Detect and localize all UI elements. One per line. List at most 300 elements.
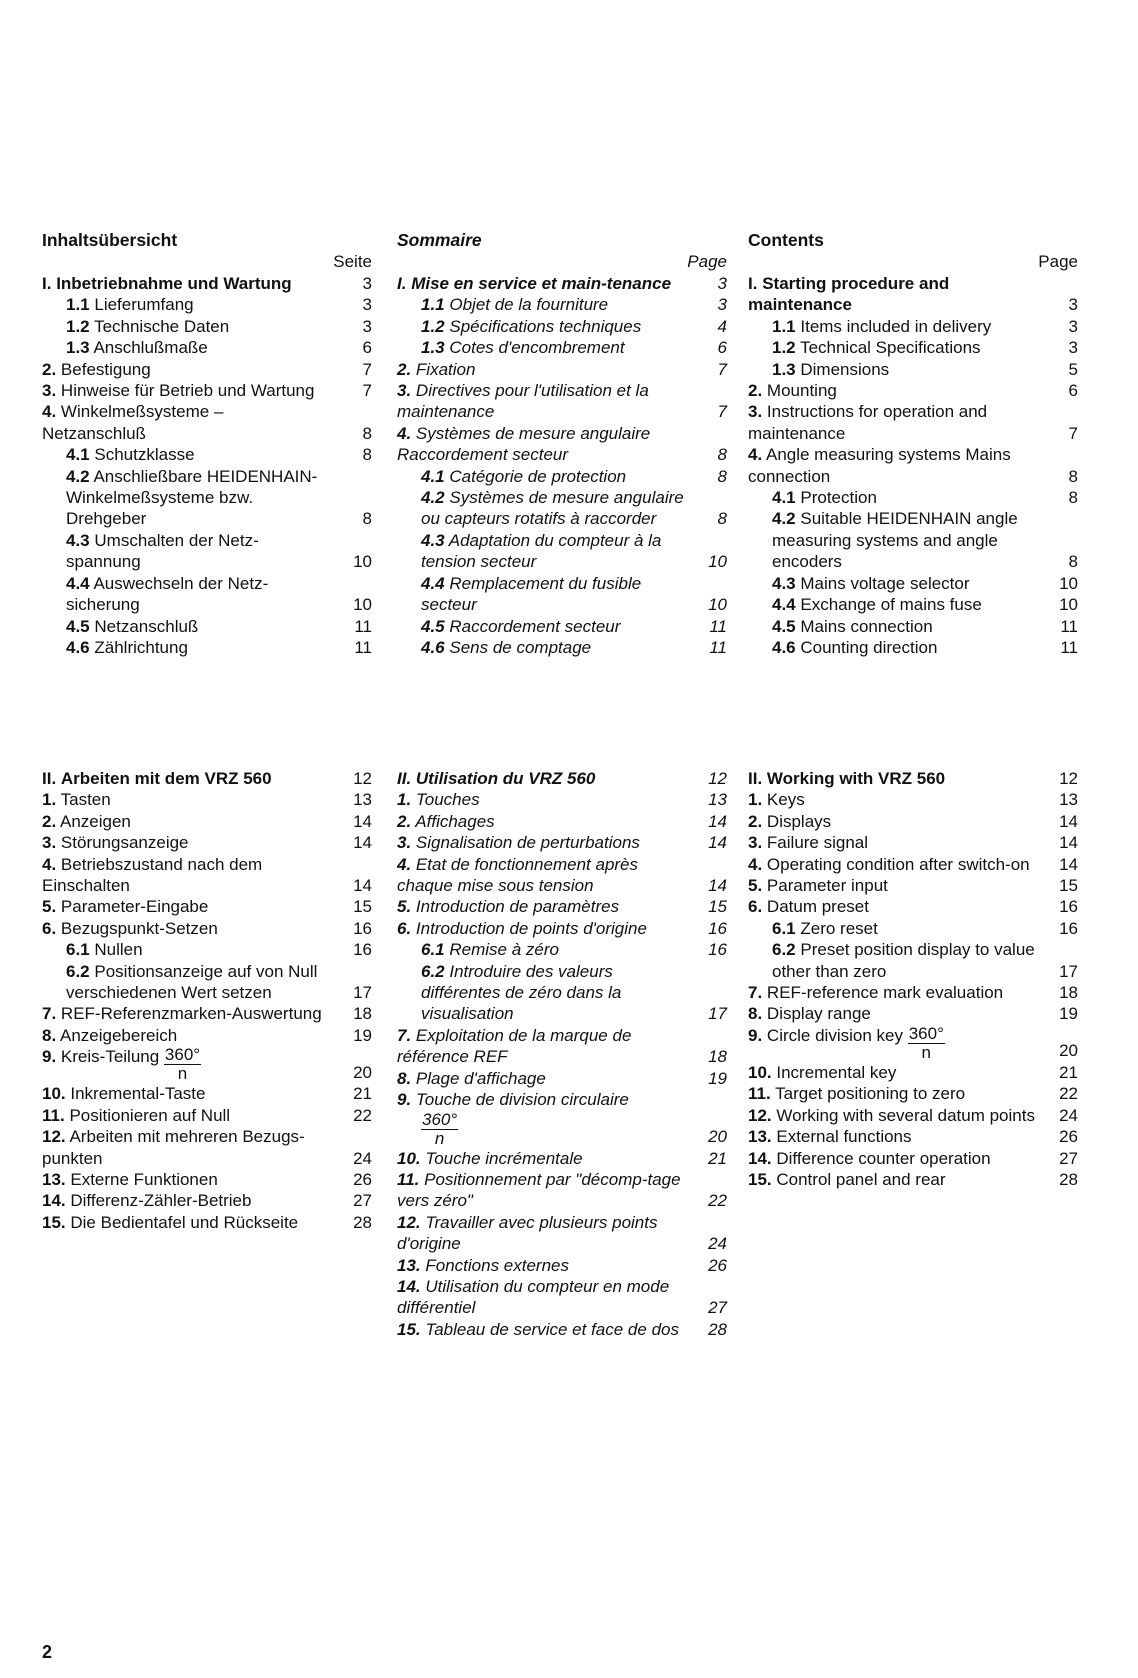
toc-entry-text: Differenz-Zähler-Betrieb bbox=[70, 1191, 252, 1211]
toc-entry-page: 3 bbox=[362, 274, 372, 293]
toc-entry-page: 14 bbox=[1059, 833, 1078, 853]
fraction-numerator: 360° bbox=[422, 1109, 458, 1129]
toc-entry-number: 1.2 bbox=[421, 316, 445, 336]
toc-entry-text: Objet de la fourniture bbox=[449, 295, 609, 315]
toc-entry bbox=[748, 789, 1078, 810]
toc-entry-page: 22 bbox=[708, 1191, 727, 1211]
toc-entry-number: 6. bbox=[748, 897, 763, 917]
toc-entry-page: 3 bbox=[362, 316, 372, 336]
toc-entry bbox=[397, 466, 727, 487]
toc-entry-text: Inkremental-Taste bbox=[70, 1084, 206, 1104]
toc-entry-text: Raccordement secteur bbox=[449, 616, 621, 636]
toc-entry-text: Parameter input bbox=[766, 876, 888, 896]
toc-entry-number: 4. bbox=[748, 445, 763, 465]
toc-entry-number: 1.3 bbox=[421, 338, 445, 358]
toc-entry-page: 7 bbox=[717, 402, 727, 422]
toc-entry-number: 4.6 bbox=[772, 637, 796, 657]
toc-entry-page: 8 bbox=[362, 423, 372, 443]
toc-entry-text: Anzeigebereich bbox=[59, 1025, 178, 1045]
toc-entry-page: 11 bbox=[354, 637, 372, 657]
toc-entry-number: I. bbox=[748, 274, 758, 293]
toc-entry-text: Fixation bbox=[415, 359, 476, 379]
toc-entry-number: 4.6 bbox=[421, 637, 445, 657]
toc-entry-page: 3 bbox=[1068, 316, 1078, 336]
toc-entry bbox=[42, 832, 372, 853]
toc-entry bbox=[42, 939, 372, 960]
toc-entry-number: 4.6 bbox=[66, 637, 90, 657]
toc-entry-number: 13. bbox=[397, 1255, 421, 1275]
toc-entry-page: 5 bbox=[1068, 359, 1078, 379]
toc-entry bbox=[42, 466, 372, 530]
toc-entry-number: 1. bbox=[397, 790, 412, 810]
toc-entry-text: Exploitation de la marque de référence REF bbox=[397, 1025, 632, 1067]
toc-entry bbox=[42, 1190, 372, 1211]
toc-entry bbox=[748, 594, 1078, 615]
toc-entry-page: 11 bbox=[354, 616, 372, 636]
toc-entry-number: 12. bbox=[748, 1105, 772, 1125]
toc-entry-page: 10 bbox=[708, 595, 727, 615]
toc-entry-page: 8 bbox=[362, 445, 372, 465]
toc-entry-text: External functions bbox=[776, 1127, 912, 1147]
toc-entry bbox=[42, 854, 372, 897]
toc-entry-text: Control panel and rear bbox=[776, 1169, 946, 1189]
toc-entry-page: 10 bbox=[708, 552, 727, 572]
toc-entry-number: 1.1 bbox=[421, 295, 445, 315]
toc-entry-number: 6.2 bbox=[66, 961, 90, 981]
toc-entry-text: Nullen bbox=[94, 940, 143, 960]
toc-entry-number: 6.2 bbox=[772, 940, 796, 960]
toc-entry-page: 14 bbox=[353, 876, 372, 896]
toc-entry bbox=[748, 273, 1078, 316]
toc-entry-number: 8. bbox=[397, 1068, 412, 1088]
toc-entry-number: 1.2 bbox=[66, 316, 90, 336]
toc-entry bbox=[397, 1025, 727, 1068]
toc-entry-text: Starting procedure and maintenance bbox=[748, 274, 950, 315]
toc-entry bbox=[42, 380, 372, 401]
toc-entry-text: REF-reference mark evaluation bbox=[766, 983, 1004, 1003]
toc-column-en-part2 bbox=[748, 768, 1078, 1190]
fraction-denominator: n bbox=[177, 1064, 188, 1084]
toc-entry-number: 13. bbox=[42, 1169, 66, 1189]
toc-entry-number: 8. bbox=[748, 1004, 763, 1024]
toc-entry bbox=[748, 875, 1078, 896]
toc-entry-page: 12 bbox=[708, 769, 727, 788]
toc-entry-text: Auswechseln der Netz-sicherung bbox=[66, 573, 269, 615]
toc-entry-number: 1.3 bbox=[66, 338, 90, 358]
toc-entry-text: Externe Funktionen bbox=[70, 1169, 218, 1189]
toc-entry-text: Introduction de points d'origine bbox=[415, 918, 647, 938]
toc-entry-page: 3 bbox=[717, 295, 727, 315]
toc-entry-page: 11 bbox=[1060, 637, 1078, 657]
toc-entry-text: Failure signal bbox=[766, 833, 869, 853]
toc-entry-number: 15. bbox=[748, 1169, 772, 1189]
toc-entry-page: 11 bbox=[709, 616, 727, 636]
toc-entry-text: Exchange of mains fuse bbox=[800, 595, 982, 615]
toc-list bbox=[748, 273, 1078, 658]
fraction-numerator: 360° bbox=[908, 1023, 944, 1043]
toc-entry-text: Mise en service et main-tenance bbox=[411, 274, 672, 293]
toc-entry bbox=[42, 337, 372, 358]
toc-entry bbox=[42, 768, 372, 789]
toc-entry-text: Positionieren auf Null bbox=[69, 1105, 231, 1125]
toc-entry-page: 3 bbox=[717, 274, 727, 293]
toc-entry-text: Betriebszustand nach dem Einschalten bbox=[42, 854, 263, 896]
toc-entry-page: 8 bbox=[717, 509, 727, 529]
toc-entry bbox=[748, 832, 1078, 853]
toc-entry-number: 4.3 bbox=[66, 530, 90, 550]
toc-entry-text: Befestigung bbox=[60, 359, 151, 379]
toc-entry bbox=[748, 1003, 1078, 1024]
toc-entry bbox=[397, 573, 727, 616]
toc-entry-text: Netzanschluß bbox=[94, 616, 199, 636]
toc-entry bbox=[397, 811, 727, 832]
toc-entry-page: 27 bbox=[1059, 1148, 1078, 1168]
toc-entry bbox=[42, 294, 372, 315]
toc-entry-number: 14. bbox=[748, 1148, 772, 1168]
toc-entry-page: 15 bbox=[353, 897, 372, 917]
toc-list bbox=[748, 768, 1078, 1190]
toc-entry-text: Die Bedientafel und Rückseite bbox=[70, 1212, 299, 1232]
toc-entry bbox=[397, 1089, 727, 1147]
toc-entry-text: Remplacement du fusible secteur bbox=[421, 573, 642, 615]
toc-entry bbox=[397, 961, 727, 1025]
toc-entry-page: 6 bbox=[1068, 381, 1078, 401]
toc-column-de bbox=[42, 229, 372, 658]
toc-entry-text: Datum preset bbox=[766, 897, 869, 917]
toc-entry-page: 14 bbox=[708, 876, 727, 896]
toc-entry bbox=[748, 401, 1078, 444]
toc-entry bbox=[748, 380, 1078, 401]
toc-entry-page: 15 bbox=[1059, 876, 1078, 896]
toc-entry-page: 11 bbox=[709, 637, 727, 657]
toc-entry-text: Working with VRZ 560 bbox=[766, 769, 946, 788]
toc-entry-text: Bezugspunkt-Setzen bbox=[60, 918, 218, 938]
toc-entry-number: 4.1 bbox=[772, 488, 796, 508]
toc-entry-page: 24 bbox=[353, 1148, 372, 1168]
toc-entry-text: Cotes d'encombrement bbox=[449, 338, 625, 358]
toc-entry-text: Systèmes de mesure angulaire ou capteurs rotatifs à raccorder bbox=[421, 488, 684, 529]
toc-entry-page: 10 bbox=[1059, 595, 1078, 615]
toc-entry-page: 7 bbox=[717, 359, 727, 379]
toc-entry-number: 9. bbox=[397, 1090, 412, 1110]
toc-entry-page: 20 bbox=[1059, 1041, 1078, 1061]
toc-entry bbox=[748, 896, 1078, 917]
toc-entry-number: 4.3 bbox=[421, 530, 445, 550]
toc-entry-text: Circle division key bbox=[766, 1025, 903, 1045]
toc-entry-page: 21 bbox=[708, 1148, 727, 1168]
toc-entry-text: Operating condition after switch-on bbox=[766, 854, 1030, 874]
toc-entry-text: Touches bbox=[415, 790, 480, 810]
toc-entry-text: Winkelmeßsysteme – Netzanschluß bbox=[42, 402, 224, 443]
toc-entry-number: 4.5 bbox=[421, 616, 445, 636]
toc-entry-page: 20 bbox=[708, 1127, 727, 1147]
fraction-numerator: 360° bbox=[164, 1045, 201, 1065]
toc-entry-number: 4.2 bbox=[772, 509, 796, 529]
toc-entry-page: 26 bbox=[1059, 1127, 1078, 1147]
toc-entry bbox=[397, 1255, 727, 1276]
toc-entry-number: II. bbox=[397, 769, 412, 788]
toc-entry-number: 12. bbox=[42, 1127, 66, 1147]
toc-entry-page: 11 bbox=[1060, 616, 1078, 636]
toc-column-de-part2 bbox=[42, 768, 372, 1233]
toc-entry-number: 15. bbox=[42, 1212, 66, 1232]
toc-entry-number: 3. bbox=[748, 833, 763, 853]
toc-entry bbox=[748, 637, 1078, 658]
toc-entry-text: Spécifications techniques bbox=[449, 316, 642, 336]
toc-entry-page: 8 bbox=[717, 445, 727, 465]
toc-entry-page: 8 bbox=[1068, 552, 1078, 572]
toc-entry-number: 1.3 bbox=[772, 359, 796, 379]
toc-entry-number: 4. bbox=[42, 854, 57, 874]
toc-entry bbox=[748, 359, 1078, 380]
toc-entry-number: 3. bbox=[748, 402, 763, 422]
toc-entry-text: Touche de division circulaire bbox=[415, 1090, 629, 1110]
toc-entry-number: 1. bbox=[42, 790, 57, 810]
toc-entry-page: 18 bbox=[708, 1047, 727, 1067]
toc-entry-number: 6. bbox=[397, 918, 412, 938]
toc-entry-page: 13 bbox=[1059, 790, 1078, 810]
toc-entry-text: Zero reset bbox=[800, 918, 878, 938]
toc-entry bbox=[397, 832, 727, 853]
toc-entry bbox=[397, 939, 727, 960]
toc-entry-text: Arbeiten mit dem VRZ 560 bbox=[60, 769, 272, 788]
toc-entry bbox=[397, 316, 727, 337]
toc-entry-page: 20 bbox=[353, 1062, 372, 1082]
toc-entry bbox=[42, 1003, 372, 1024]
toc-entry-number: 2. bbox=[748, 811, 763, 831]
toc-entry-text: Anschließbare HEIDENHAIN-Winkelmeßsysteme bzw. Drehgeber bbox=[66, 466, 318, 529]
toc-entry-text: Lieferumfang bbox=[94, 295, 194, 315]
toc-entry-page: 22 bbox=[353, 1105, 372, 1125]
toc-entry-number: 13. bbox=[748, 1127, 772, 1147]
toc-entry-page: 19 bbox=[1059, 1004, 1078, 1024]
toc-list bbox=[397, 273, 727, 658]
toc-entry-number: 2. bbox=[42, 811, 57, 831]
toc-entry-text: Keys bbox=[766, 790, 805, 810]
toc-entry-text: Mounting bbox=[766, 381, 837, 401]
toc-entry bbox=[748, 508, 1078, 572]
toc-entry bbox=[42, 896, 372, 917]
toc-entry-text: Incremental key bbox=[776, 1062, 897, 1082]
toc-entry-number: 10. bbox=[397, 1148, 421, 1168]
toc-entry bbox=[42, 444, 372, 465]
toc-entry bbox=[42, 637, 372, 658]
toc-list bbox=[42, 273, 372, 658]
toc-entry bbox=[397, 896, 727, 917]
toc-entry-page: 28 bbox=[353, 1212, 372, 1232]
toc-entry bbox=[42, 918, 372, 939]
toc-entry bbox=[748, 1062, 1078, 1083]
toc-entry-page: 27 bbox=[708, 1298, 727, 1318]
toc-entry bbox=[397, 1068, 727, 1089]
toc-entry-text: Mains connection bbox=[800, 616, 933, 636]
toc-entry-number: 11. bbox=[42, 1105, 65, 1125]
toc-entry bbox=[397, 294, 727, 315]
toc-entry-number: 1.1 bbox=[772, 316, 796, 336]
toc-entry-number: 2. bbox=[397, 811, 412, 831]
toc-entry-text: Hinweise für Betrieb und Wartung bbox=[60, 381, 315, 401]
toc-entry-page: 27 bbox=[353, 1191, 372, 1211]
toc-entry bbox=[748, 487, 1078, 508]
toc-entry bbox=[42, 1083, 372, 1104]
toc-entry-text: Displays bbox=[766, 811, 832, 831]
toc-entry-page: 18 bbox=[353, 1004, 372, 1024]
toc-entry-page: 7 bbox=[1068, 423, 1078, 443]
toc-entry bbox=[397, 918, 727, 939]
toc-entry bbox=[397, 359, 727, 380]
toc-entry-page: 18 bbox=[1059, 983, 1078, 1003]
toc-entry-number: 9. bbox=[42, 1047, 57, 1067]
toc-entry-page: 3 bbox=[1068, 295, 1078, 315]
fraction bbox=[164, 1046, 201, 1083]
toc-column-fr bbox=[397, 229, 727, 658]
toc-entry-page: 8 bbox=[1068, 488, 1078, 508]
toc-entry-text: Kreis-Teilung bbox=[60, 1047, 160, 1067]
toc-entry-page: 13 bbox=[353, 790, 372, 810]
toc-entry-text: Touche incrémentale bbox=[425, 1148, 583, 1168]
toc-entry bbox=[397, 380, 727, 423]
page-column-label: Page bbox=[1038, 252, 1078, 271]
toc-entry bbox=[42, 1126, 372, 1169]
toc-entry-text: Anschlußmaße bbox=[93, 338, 208, 358]
toc-entry-text: Catégorie de protection bbox=[449, 466, 627, 486]
toc-entry-number: 14. bbox=[397, 1276, 421, 1296]
toc-entry-text: Adaptation du compteur à la tension secteur bbox=[421, 530, 662, 572]
toc-entry-number: 14. bbox=[42, 1191, 66, 1211]
toc-entry-number: 5. bbox=[42, 897, 57, 917]
toc-entry-number: 11. bbox=[748, 1084, 771, 1104]
toc-entry-number: 6.1 bbox=[772, 918, 796, 938]
toc-list bbox=[42, 768, 372, 1233]
toc-entry-page: 13 bbox=[708, 790, 727, 810]
toc-entry bbox=[397, 637, 727, 658]
toc-entry-text: Display range bbox=[766, 1004, 871, 1024]
toc-entry-text: Dimensions bbox=[800, 359, 890, 379]
toc-entry-number: 4.2 bbox=[66, 466, 90, 486]
toc-entry bbox=[748, 918, 1078, 939]
toc-entry-number: 6.1 bbox=[421, 940, 445, 960]
toc-entry-text: Fonctions externes bbox=[425, 1255, 570, 1275]
toc-entry-number: 4. bbox=[42, 402, 57, 422]
toc-entry-number: 2. bbox=[42, 359, 57, 379]
toc-entry bbox=[42, 359, 372, 380]
toc-entry-number: 3. bbox=[42, 833, 57, 853]
page-column-label: Page bbox=[687, 252, 727, 271]
toc-entry-page: 28 bbox=[1059, 1169, 1078, 1189]
toc-entry-page: 12 bbox=[1059, 769, 1078, 788]
toc-entry bbox=[397, 616, 727, 637]
toc-entry-page: 16 bbox=[1059, 897, 1078, 917]
toc-entry-page: 26 bbox=[708, 1255, 727, 1275]
toc-entry bbox=[42, 961, 372, 1004]
toc-entry-page: 24 bbox=[1059, 1105, 1078, 1125]
toc-entry-page: 26 bbox=[353, 1169, 372, 1189]
toc-entry-page: 14 bbox=[353, 811, 372, 831]
toc-entry-text: Parameter-Eingabe bbox=[60, 897, 209, 917]
toc-entry-text: Affichages bbox=[415, 811, 495, 831]
fraction-denominator: n bbox=[434, 1128, 445, 1148]
toc-entry-number: 1. bbox=[748, 790, 763, 810]
toc-entry bbox=[42, 530, 372, 573]
toc-entry-number: I. bbox=[397, 274, 407, 293]
toc-entry-text: Etat de fonctionnement après chaque mise sous tension bbox=[397, 854, 639, 896]
toc-entry-text: Plage d'affichage bbox=[415, 1068, 546, 1088]
fraction-denominator: n bbox=[921, 1042, 932, 1062]
toc-entry-page: 19 bbox=[353, 1025, 372, 1045]
toc-entry-text: Travailler avec plusieurs points d'origine bbox=[397, 1212, 658, 1254]
toc-entry-text: Tasten bbox=[60, 790, 111, 810]
toc-entry-number: 7. bbox=[748, 983, 763, 1003]
toc-entry-number: 3. bbox=[397, 381, 412, 401]
toc-entry bbox=[397, 1212, 727, 1255]
toc-entry bbox=[397, 854, 727, 897]
toc-entry-page: 10 bbox=[353, 552, 372, 572]
toc-entry-number: 15. bbox=[397, 1319, 421, 1339]
toc-entry-number: 4.5 bbox=[772, 616, 796, 636]
toc-entry-number: 1.1 bbox=[66, 295, 90, 315]
toc-entry-page: 8 bbox=[362, 509, 372, 529]
toc-entry-number: 7. bbox=[397, 1025, 412, 1045]
toc-entry-number: 4.4 bbox=[66, 573, 90, 593]
toc-entry bbox=[748, 337, 1078, 358]
toc-entry-page: 15 bbox=[708, 897, 727, 917]
toc-entry-page: 8 bbox=[717, 466, 727, 486]
toc-entry-number: 7. bbox=[42, 1004, 57, 1024]
toc-entry bbox=[748, 1083, 1078, 1104]
toc-entry-page: 14 bbox=[1059, 811, 1078, 831]
toc-entry-page: 4 bbox=[717, 316, 727, 336]
toc-entry-number: 4.4 bbox=[421, 573, 445, 593]
toc-entry-page: 14 bbox=[708, 811, 727, 831]
toc-entry bbox=[748, 854, 1078, 875]
toc-entry-page: 6 bbox=[717, 338, 727, 358]
toc-entry-text: Protection bbox=[800, 488, 877, 508]
toc-entry-text: Target positioning to zero bbox=[775, 1084, 966, 1104]
toc-entry-text: Suitable HEIDENHAIN angle measuring systems and angle encoders bbox=[772, 509, 1018, 572]
toc-entry bbox=[397, 1319, 727, 1340]
toc-entry-text: Utilisation du VRZ 560 bbox=[415, 769, 596, 788]
toc-entry-text: Mains voltage selector bbox=[800, 573, 970, 593]
toc-entry-number: 10. bbox=[42, 1084, 66, 1104]
toc-entry bbox=[42, 1025, 372, 1046]
toc-entry bbox=[397, 768, 727, 789]
toc-entry-page: 17 bbox=[1059, 961, 1078, 981]
toc-entry bbox=[397, 1148, 727, 1169]
toc-entry-page: 8 bbox=[1068, 466, 1078, 486]
toc-entry-page: 21 bbox=[353, 1084, 372, 1104]
toc-entry-page: 3 bbox=[362, 295, 372, 315]
toc-entry-text: Signalisation de perturbations bbox=[415, 833, 640, 853]
toc-entry-number: 6.1 bbox=[66, 940, 90, 960]
toc-entry-number: 10. bbox=[748, 1062, 772, 1082]
toc-entry-page: 16 bbox=[708, 918, 727, 938]
toc-entry-number: 4.4 bbox=[772, 595, 796, 615]
toc-entry-number: 4.1 bbox=[66, 445, 90, 465]
toc-entry bbox=[42, 811, 372, 832]
toc-entry-text: Introduction de paramètres bbox=[415, 897, 620, 917]
toc-entry-text: Anzeigen bbox=[59, 811, 131, 831]
toc-entry-page: 3 bbox=[1068, 338, 1078, 358]
toc-entry-number: 11. bbox=[397, 1169, 420, 1189]
toc-entry-number: 4.2 bbox=[421, 488, 445, 508]
toc-entry-page: 17 bbox=[708, 1004, 727, 1024]
toc-entry-number: 5. bbox=[397, 897, 412, 917]
toc-entry-page: 28 bbox=[708, 1319, 727, 1339]
toc-entry-page: 14 bbox=[353, 833, 372, 853]
page-column-label: Seite bbox=[333, 252, 372, 271]
toc-entry-page: 19 bbox=[708, 1068, 727, 1088]
toc-entry bbox=[748, 982, 1078, 1003]
